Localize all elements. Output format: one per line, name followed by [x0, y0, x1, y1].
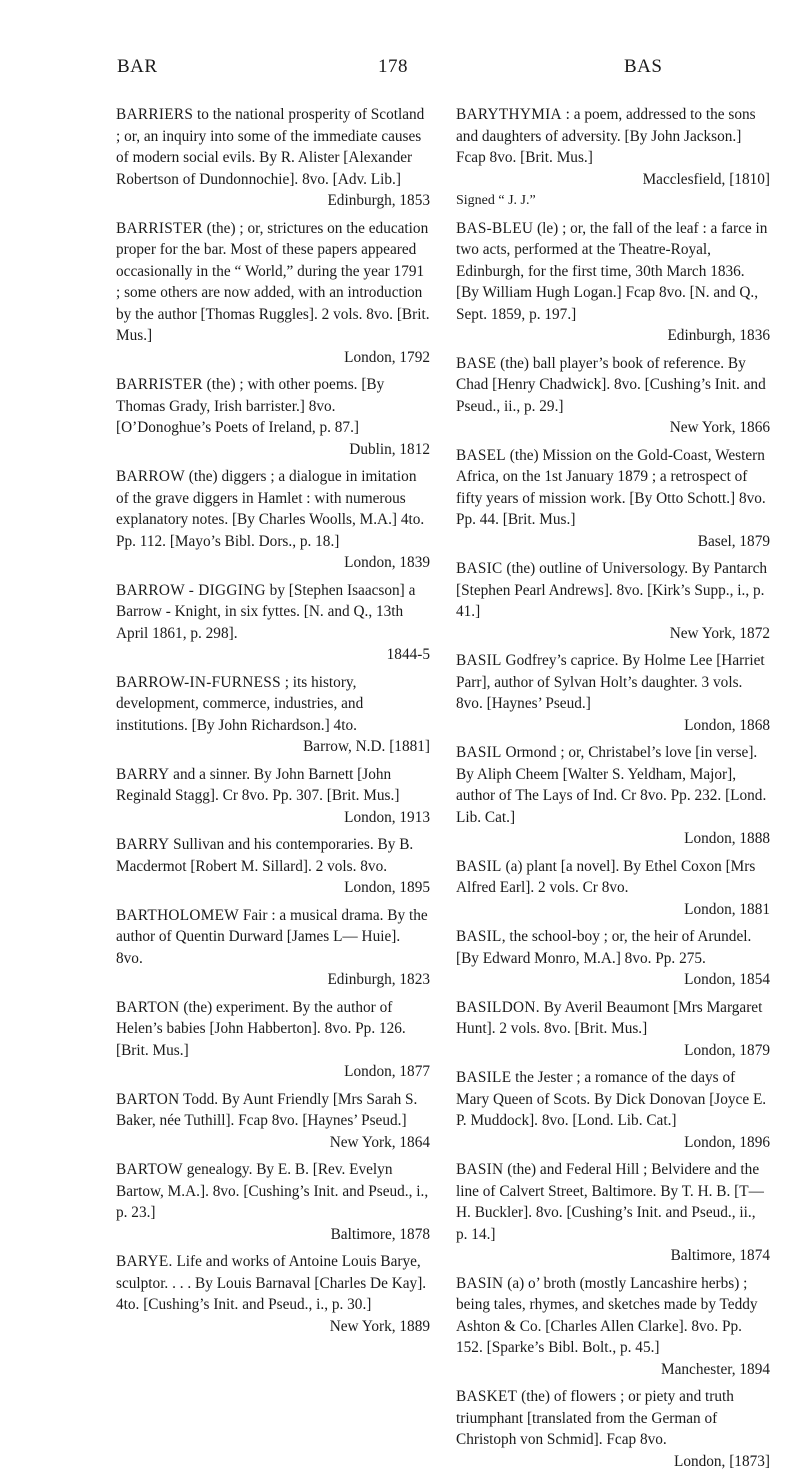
entry-place-date: 1844-5 [386, 646, 430, 663]
entry-headword: BASIC [456, 560, 503, 577]
catalog-entry [116, 997, 430, 1083]
catalog-entry [456, 445, 770, 553]
entry-headword: BARTON [116, 998, 180, 1016]
entry-headword: BARYTHYMIA [456, 106, 562, 123]
catalog-entry [456, 218, 770, 347]
catalog-entry [456, 856, 770, 921]
catalog-entry [456, 997, 770, 1062]
page-number: 178 [378, 56, 408, 77]
entry-headword: BASEL [456, 446, 506, 464]
entry-text: Sullivan and his contemporaries. By B. Macdermot [Robert M. Sillard]. 2 vols. 8vo. [116, 836, 414, 875]
entry-place-date: New York, 1866 [669, 419, 770, 436]
entry-text: (le) ; or, the fall of the leaf : a farce in two acts, performed at the Theatre-Royal, Edinburgh, for the first time, 30th March 1836. [By William Hugh Logan.] Fcap 8vo. [N. and Q., Sept. 1859, p. 197.] [456, 219, 768, 323]
entry-text: genealogy. By E. B. [Rev. Evelyn Bartow, M.A.]. 8vo. [Cushing’s Init. and Pseud., i., p. 23.] [116, 1161, 429, 1221]
entry-note: Signed “ J. J.” [456, 193, 536, 208]
entry-text: Godfrey’s caprice. By Holme Lee [Harriet Parr], author of Sylvan Holt’s daughter. 3 vols. 8vo. [Haynes’ Pseud.] [456, 652, 765, 712]
catalog-entry [456, 926, 770, 991]
entry-text: Todd. By Aunt Friendly [Mrs Sarah S. Baker, née Tuthill]. Fcap 8vo. [Haynes’ Pseud.] [116, 1090, 418, 1129]
entry-text: Ormond ; or, Christabel’s love [in verse]. By Aliph Cheem [Walter S. Yeldham, Major], author of The Lays of Ind. Cr 8vo. Pp. 232. [Lond. Lib. Cat.] [456, 744, 767, 826]
entry-headword: BARRY [116, 836, 170, 853]
entry-headword: BARYE. [116, 1253, 173, 1270]
entry-headword: BARRISTER [116, 376, 203, 393]
entry-place-date: London, 1881 [684, 900, 770, 918]
catalog-entry [116, 905, 430, 991]
catalog-entry [456, 104, 770, 212]
entry-headword: BASKET [456, 1388, 518, 1405]
entry-text: (the) diggers ; a dialogue in imitation of the grave diggers in Hamlet : with numerous explanatory notes. [By Charles Woolls, M.A.] 4to. Pp. 112. [Mayo’s Bibl. Dors., p. 18.] [116, 468, 425, 550]
entry-headword: BARROW - DIGGING [116, 581, 266, 599]
entry-text: and a sinner. By John Barnett [John Reginald Stagg]. Cr 8vo. Pp. 307. [Brit. Mus.] [116, 765, 400, 804]
entry-place-date: London, 1888 [684, 830, 770, 847]
entry-place-date: Manchester, 1894 [661, 1360, 770, 1378]
header-right-guide-word: BAS [624, 56, 663, 77]
entry-headword: BASILDON. [456, 998, 540, 1016]
catalog-entry [456, 1386, 770, 1472]
entry-headword: BARRIERS [116, 106, 194, 123]
entry-text: (the) Mission on the Gold-Coast, Western Africa, on the 1st January 1879 ; a retrospect of fifty years of mission work. [By Otto Schott.] 8vo. Pp. 44. [Brit. Mus.] [456, 446, 766, 528]
entry-place-date: New York, 1864 [329, 1133, 430, 1151]
entry-place-date: London, 1913 [344, 808, 430, 826]
entry-headword: BASIN [456, 1274, 504, 1292]
catalog-entry [116, 580, 430, 666]
entry-headword: BASIL [456, 857, 502, 875]
entry-place-date: Edinburgh, 1836 [667, 327, 770, 344]
entry-text: , the school-boy ; or, the heir of Arundel. [By Edward Monro, M.A.] 8vo. Pp. 275. [456, 928, 752, 967]
entry-place-date: Edinburgh, 1853 [327, 192, 430, 209]
catalog-entry [116, 104, 430, 212]
left-column [116, 104, 430, 1343]
entry-place-date: Macclesfield, [1810] [642, 170, 770, 188]
entry-headword: BARRY [116, 765, 170, 783]
entry-place-date: London, 1792 [344, 348, 430, 366]
catalog-entry [116, 466, 430, 574]
entry-text: By Averil Beaumont [Mrs Margaret Hunt]. 2 vols. 8vo. [Brit. Mus.] [456, 998, 763, 1037]
catalog-entry [456, 650, 770, 736]
entry-place-date: Baltimore, 1878 [330, 1225, 430, 1243]
entry-place-date: New York, 1872 [669, 624, 770, 642]
entry-place-date: Basel, 1879 [697, 532, 770, 550]
catalog-entry [456, 742, 770, 850]
entry-headword: BAS-BLEU [456, 219, 534, 237]
entry-headword: BARTOW [116, 1161, 183, 1178]
entry-place-date: London, 1879 [684, 1041, 770, 1059]
entry-text: (a) o’ broth (mostly Lancashire herbs) ; being tales, rhymes, and sketches made by Teddy Ashton & Co. [Charles Allen Clarke]. 8vo. Pp. 152. [Sparke’s Bibl. Bolt., p. 45.] [456, 1274, 758, 1356]
entry-headword: BASIL [456, 744, 502, 761]
entry-headword: BASIN [456, 1161, 504, 1178]
entry-text: by [Stephen Isaacson] a Barrow - Knight, in six fyttes. [N. and Q., 13th April 1861, p. 298]. [116, 581, 416, 642]
entry-text: (the) ; with other poems. [By Thomas Grady, Irish barrister.] 8vo. [O’Donoghue’s Poets of Ireland, p. 87.] [116, 376, 385, 436]
entry-text: ; its history, development, commerce, industries, and institutions. [By John Richardson.] 4to. [116, 673, 364, 734]
entry-place-date: London, 1877 [344, 1063, 430, 1080]
entry-headword: BARROW-IN-FURNESS [116, 673, 281, 691]
entry-text: (the) ; or, strictures on the education proper for the bar. Most of these papers appeared occasionally in the “ World,” during the year 1791 ; some others are now added, with an introduction by the author [Thomas Ruggles]. 2 vols. 8vo. [Brit. Mus.] [116, 219, 430, 344]
catalog-entry [116, 764, 430, 829]
entry-place-date: London, [1873] [673, 1452, 770, 1470]
catalog-entry [116, 1089, 430, 1154]
entry-place-date: Barrow, N.D. [1881] [303, 738, 430, 755]
entry-place-date: London, 1839 [344, 554, 430, 571]
entry-text: (the) and Federal Hill ; Belvidere and the line of Calvert Street, Baltimore. By T. H. B. [T— H. Buckler]. 8vo. [Cushing’s Init. and Pseud., ii., p. 14.] [456, 1161, 764, 1243]
catalog-entry [116, 374, 430, 460]
entry-text: (a) plant [a novel]. By Ethel Coxon [Mrs Alfred Earl]. 2 vols. Cr 8vo. [456, 857, 756, 896]
entry-headword: BARRISTER [116, 219, 203, 237]
entry-text: (the) ball player’s book of reference. By Chad [Henry Chadwick]. 8vo. [Cushing’s Init. and Pseud., ii., p. 29.] [456, 354, 766, 415]
entry-text: (the) of flowers ; or piety and truth triumphant [translated from the German of Christoph von Schmid]. Fcap 8vo. [456, 1388, 734, 1448]
catalog-entry [116, 1159, 430, 1245]
entry-place-date: Dublin, 1812 [349, 440, 430, 458]
catalog-entry [116, 218, 430, 369]
entry-headword: BASIL [456, 928, 502, 945]
entry-place-date: London, 1854 [684, 971, 770, 988]
entry-place-date: London, 1868 [684, 716, 770, 734]
entry-place-date: London, 1896 [684, 1133, 770, 1151]
entry-text: Fair : a musical drama. By the author of Quentin Durward [James L— Huie]. 8vo. [116, 906, 428, 967]
entry-text: the Jester ; a romance of the days of Mary Queen of Scots. By Dick Donovan [Joyce E. P. Muddock]. 8vo. [Lond. Lib. Cat.] [456, 1069, 767, 1129]
right-column [456, 104, 770, 1478]
catalog-entry [116, 672, 430, 758]
catalog-entry [116, 1251, 430, 1337]
catalog-entry [456, 558, 770, 644]
entry-headword: BARROW [116, 468, 185, 485]
entry-headword: BARTHOLOMEW [116, 906, 240, 924]
entry-text: : a poem, addressed to the sons and daughters of adversity. [By John Jackson.] Fcap 8vo. [Brit. Mus.] [456, 106, 756, 166]
entry-text: Life and works of Antoine Louis Barye, sculptor. . . . By Louis Barnaval [Charles De Kay]. 4to. [Cushing’s Init. and Pseud., i., p. 30.] [116, 1253, 427, 1313]
entry-headword: BARTON [116, 1090, 180, 1108]
entry-headword: BASILE [456, 1069, 512, 1086]
running-header [0, 56, 800, 82]
entry-text: to the national prosperity of Scotland ; or, an inquiry into some of the immediate causes of modern social evils. By R. Alister [Alexander Robertson of Dundonnochie]. 8vo. [Adv. Lib.] [116, 106, 425, 188]
header-left-guide-word: BAR [117, 56, 158, 77]
entry-text: (the) experiment. By the author of Helen’s babies [John Habberton]. 8vo. Pp. 126. [Brit. Mus.] [116, 998, 406, 1059]
catalog-entry [456, 1273, 770, 1381]
catalog-entry [456, 1067, 770, 1153]
entry-place-date: Edinburgh, 1823 [327, 971, 430, 988]
catalog-entry [456, 1159, 770, 1267]
entry-headword: BASIL [456, 652, 502, 669]
entry-place-date: Baltimore, 1874 [670, 1247, 770, 1264]
entry-place-date: London, 1895 [344, 879, 430, 896]
catalog-entry [456, 353, 770, 439]
entry-text: (the) outline of Universology. By Pantarch [Stephen Pearl Andrews]. 8vo. [Kirk’s Supp., i., p. 41.] [456, 560, 768, 620]
catalog-entry [116, 834, 430, 899]
entry-headword: BASE [456, 354, 497, 372]
entry-place-date: New York, 1889 [329, 1317, 430, 1335]
